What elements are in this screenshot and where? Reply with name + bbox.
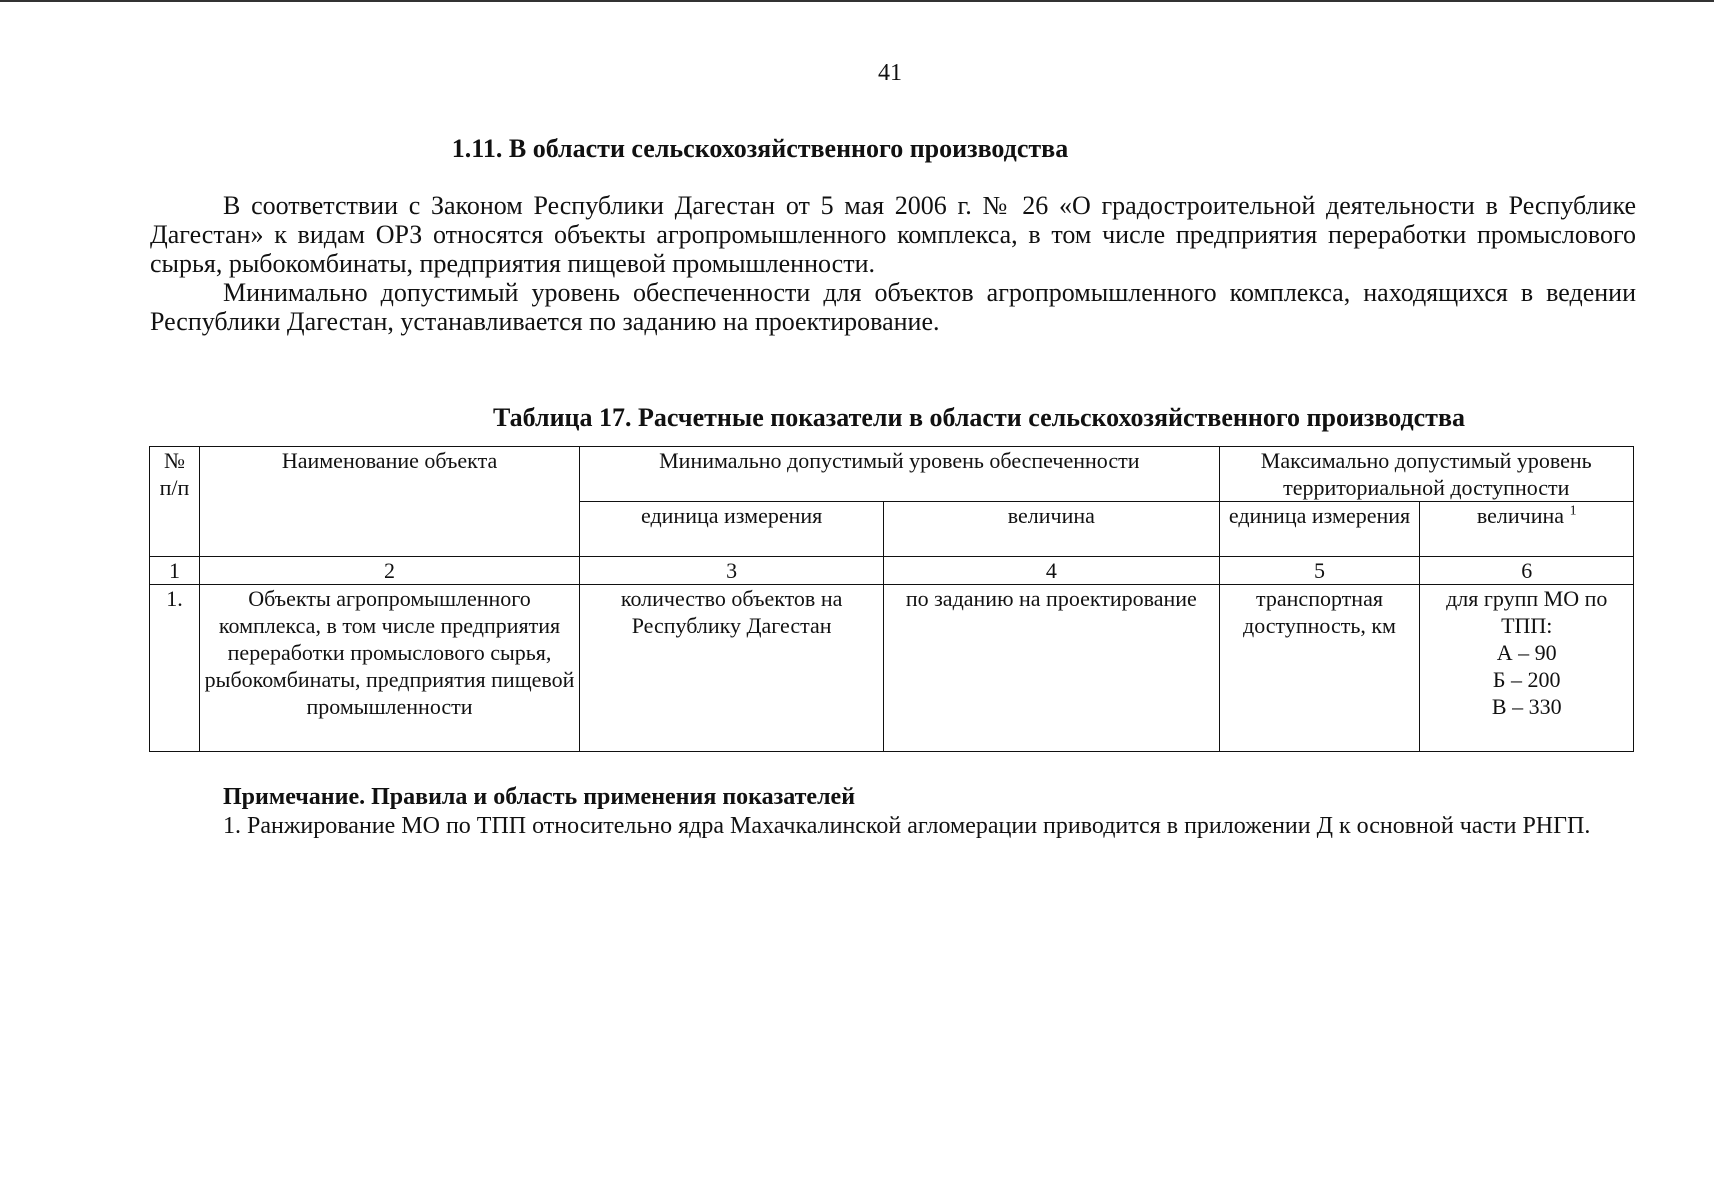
cell-value-line: В – 330 <box>1491 694 1562 719</box>
cell-value-min: по заданию на проектирование <box>884 585 1219 752</box>
column-number-row <box>150 557 1634 585</box>
body-text <box>150 191 1636 336</box>
table-row <box>150 585 1634 752</box>
cell-value-max <box>1420 585 1634 752</box>
section-heading: 1.11. В области сельскохозяйственного производства <box>451 134 1069 163</box>
cell-num: 1. <box>150 585 200 752</box>
header-value-min: величина <box>884 502 1219 557</box>
note-title: Примечание. Правила и область применения показателей <box>223 784 856 810</box>
column-number: 4 <box>884 557 1219 585</box>
paragraph: Минимально допустимый уровень обеспеченности для объектов агропромышленного комплекса, находящихся в ведении Республики Дагестан, устанавливается по заданию на проектирование. <box>150 278 1636 336</box>
column-number: 1 <box>150 557 200 585</box>
column-number: 2 <box>199 557 579 585</box>
note-item: 1. Ранжирование МО по ТПП относительно ядра Махачкалинской агломерации приводится в приложении Д к основной части РНГП. <box>223 813 1591 839</box>
cell-unit-min: количество объектов на Республику Дагестан <box>580 585 884 752</box>
cell-name: Объекты агропромышленного комплекса, в том числе предприятия переработки промыслового сырья, рыбокомбинаты, предприятия пищевой промышленности <box>199 585 579 752</box>
cell-unit-max: транспортная доступность, км <box>1219 585 1420 752</box>
column-number: 5 <box>1219 557 1420 585</box>
header-max-level: Максимально допустимый уровень территориальной доступности <box>1219 447 1634 502</box>
top-rule <box>0 0 1714 2</box>
cell-value-line: А – 90 <box>1496 640 1557 665</box>
footnote-ref: 1 <box>1569 503 1577 519</box>
header-value-max <box>1420 502 1634 557</box>
header-unit-max: единица измерения <box>1219 502 1420 557</box>
column-number: 6 <box>1420 557 1634 585</box>
paragraph: В соответствии с Законом Республики Дагестан от 5 мая 2006 г. № 26 «О градостроительной деятельности в Республике Дагестан» к видам ОРЗ относятся объекты агропромышленного комплекса, в том числе предприятия переработки промыслового сырья, рыбокомбинаты, предприятия пищевой промышленности. <box>150 191 1636 278</box>
page-number: 41 <box>878 60 902 86</box>
table-caption-text: Таблица 17. Расчетные показатели в области сельскохозяйственного производства <box>492 403 1465 432</box>
header-value-max-text: величина <box>1476 503 1565 528</box>
cell-value-line: для групп МО по ТПП: <box>1446 586 1608 638</box>
table-caption <box>0 403 1520 433</box>
header-name: Наименование объекта <box>199 447 579 557</box>
header-unit-min: единица измерения <box>580 502 884 557</box>
cell-value-line: Б – 200 <box>1492 667 1561 692</box>
indicators-table <box>149 446 1634 752</box>
column-number: 3 <box>580 557 884 585</box>
header-min-level: Минимально допустимый уровень обеспеченности <box>580 447 1219 502</box>
header-num: № п/п <box>150 447 200 557</box>
table-header-row <box>150 447 1634 502</box>
